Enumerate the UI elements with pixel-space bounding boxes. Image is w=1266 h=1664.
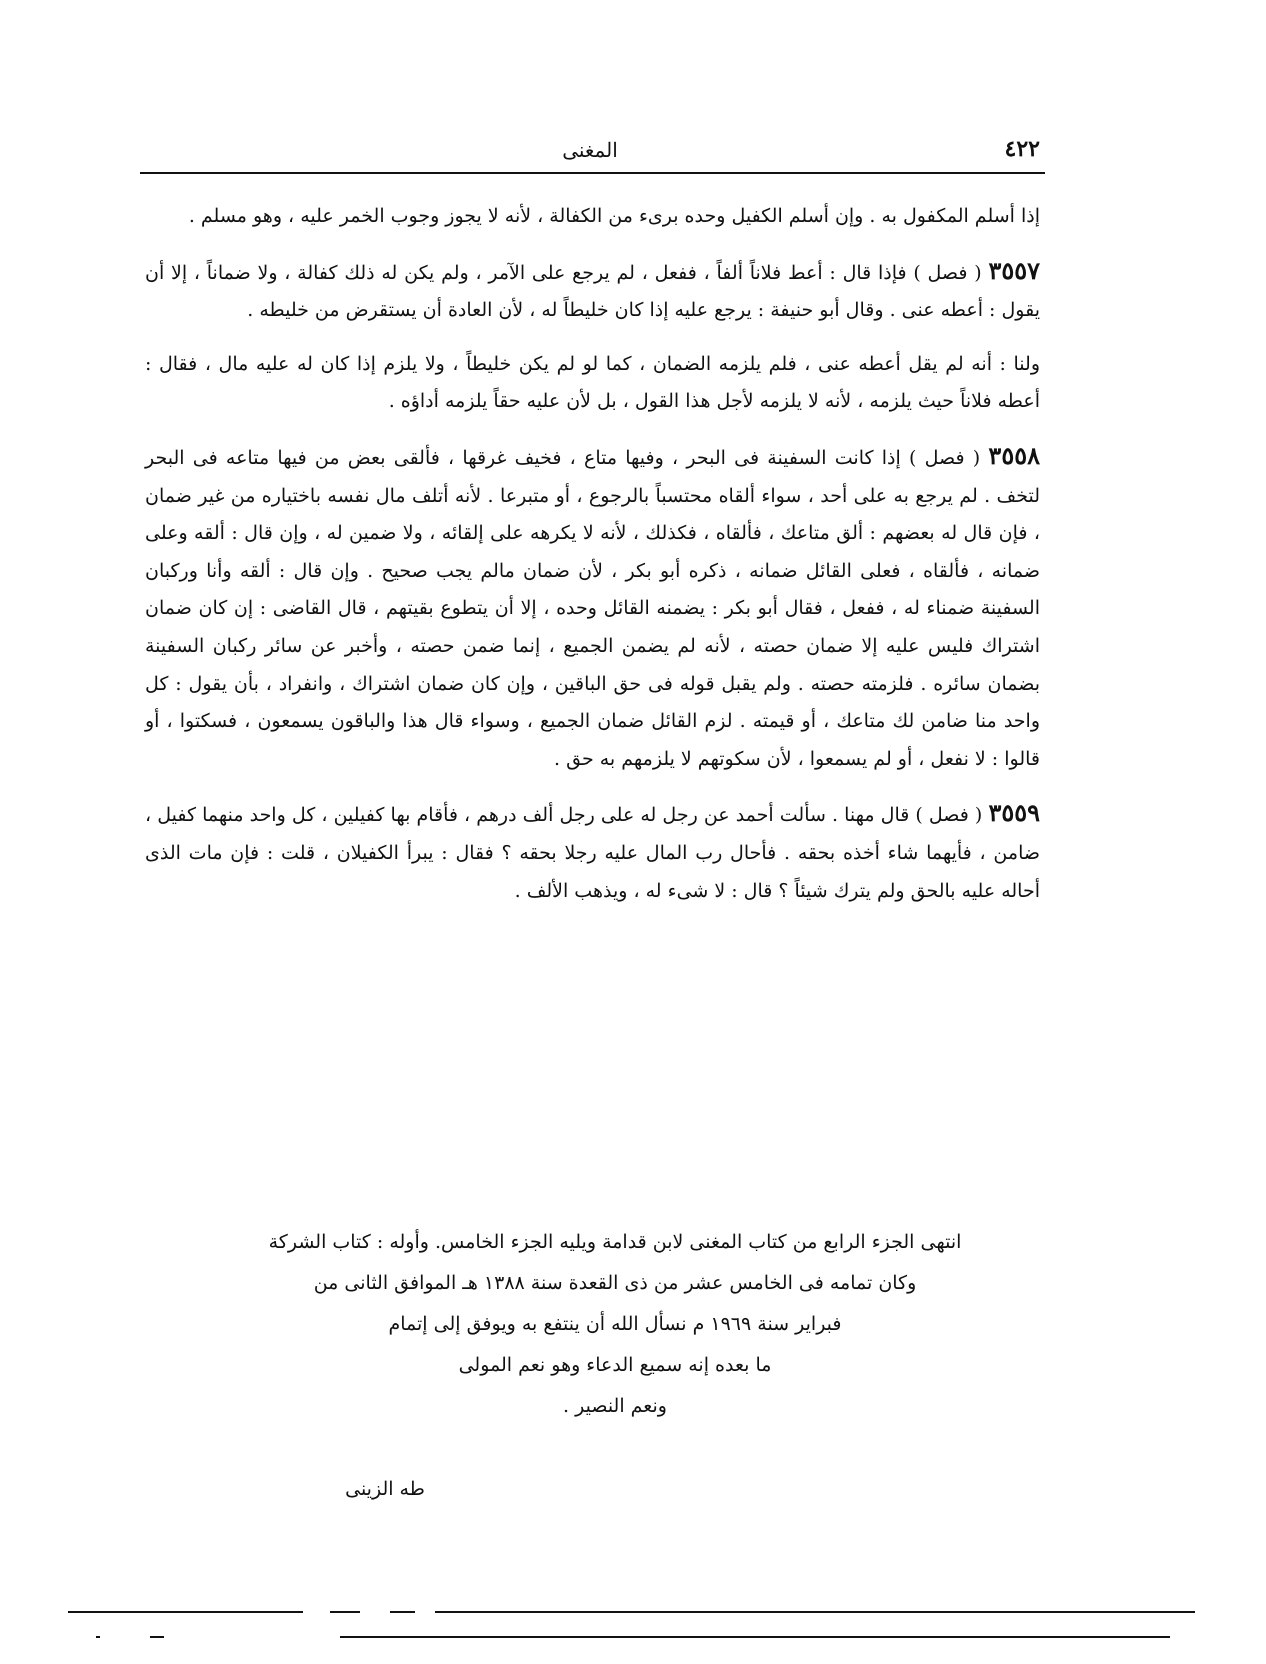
footer-rule bbox=[68, 1611, 303, 1613]
paragraph-text: ( فصل ) قال مهنا . سألت أحمد عن رجل له على رجل ألف درهم ، فأقام بها كفيلين ، كل واحد منهما كفيل ، ضامن ، فأيهما شاء أخذه بحقه . فأحال رب المال عليه رجلا بحقه ؟ فقال : يبرأ الكفيلان ، قلت : فإن مات الذى أحاله عليه بالحق ولم يترك شيئاً ؟ قال : لا شىء له ، ويذهب الألف . bbox=[145, 804, 1040, 902]
paragraph bbox=[145, 198, 1040, 236]
header-rule bbox=[140, 172, 1045, 174]
section-number: ٣٥٥٩ bbox=[988, 798, 1041, 828]
footer-rule bbox=[330, 1611, 360, 1613]
paragraph-text: ولنا : أنه لم يقل أعطه عنى ، فلم يلزمه الضمان ، كما لو لم يكن خليطاً ، ولا يلزم إذا كان له عليه مال ، فقال : أعطه فلاناً حيث يلزمه ، لأنه لا يلزمه لأجل هذا القول ، بل لأن عليه حقاً يلزمه أداؤه . bbox=[145, 352, 1040, 413]
body-text bbox=[145, 198, 1040, 926]
colophon-line: انتهى الجزء الرابع من كتاب المغنى لابن قدامة ويليه الجزء الخامس. وأوله : كتاب الشركة bbox=[268, 1231, 962, 1253]
colophon-line: وكان تمامه فى الخامس عشر من ذى القعدة سنة ١٣٨٨ هـ الموافق الثانى من bbox=[313, 1272, 917, 1294]
section-paragraph bbox=[145, 794, 1040, 910]
section-paragraph bbox=[145, 252, 1040, 330]
footer-rule bbox=[150, 1636, 164, 1638]
footer-rule bbox=[96, 1636, 100, 1638]
colophon-line: ونعم النصير . bbox=[563, 1395, 667, 1417]
paragraph bbox=[145, 346, 1040, 421]
section-number: ٣٥٥٨ bbox=[988, 440, 1040, 470]
page-header bbox=[140, 130, 1040, 170]
colophon bbox=[200, 1222, 1030, 1427]
footer-rule bbox=[340, 1636, 1170, 1638]
section-paragraph bbox=[145, 437, 1040, 778]
colophon-line: ما بعده إنه سميع الدعاء وهو نعم المولى bbox=[458, 1354, 772, 1376]
page-number: ٤٢٢ bbox=[1004, 136, 1040, 162]
paragraph-text: ( فصل ) إذا كانت السفينة فى البحر ، وفيها متاع ، فخيف غرقها ، فألقى بعض من فيها متاعه فى البحر لتخف . لم يرجع به على أحد ، سواء ألقاه محتسباً بالرجوع ، أو متبرعا . لأنه أتلف مال نفسه باختياره من غير ضمان ، فإن قال له بعضهم : ألق متاعك ، فألقاه ، فكذلك ، لأنه لا يكرهه على إلقائه ، ولا ضمين له ، وإن قال : ألقه وعلى ضمانه ، فألقاه ، فعلى القائل ضمانه ، ذكره أبو بكر ، لأن ضمان مالم يجب صحيح . وإن قال : ألقه وأنا وركبان السفينة ضمناء له ، ففعل ، فقال أبو بكر : يضمنه القائل وحده ، إلا أن يتطوع بقيتهم ، قال القاضى : إن كان ضمان اشتراك فليس عليه إلا ضمان حصته ، لأنه لم يضمن الجميع ، إنما ضمن حصته ، وأخبر عن سائر ركبان السفينة بضمان سائره . فلزمته حصته . ولم يقبل قوله فى حق الباقين ، وإن كان ضمان اشتراك ، وانفراد ، بأن يقول : كل واحد منا ضامن لك متاعك ، أو قيمته . لزم القائل ضمان الجميع ، وسواء قال هذا والباقون يسمعون ، فسكتوا ، أو قالوا : لا نفعل ، أو لم يسمعوا ، لأن سكوتهم لا يلزمهم به حق . bbox=[145, 446, 1040, 770]
footer-rule bbox=[435, 1611, 1195, 1613]
footer-rule bbox=[390, 1611, 415, 1613]
colophon-line: فبراير سنة ١٩٦٩ م نسأل الله أن ينتفع به ويوفق إلى إتمام bbox=[388, 1313, 842, 1335]
section-number: ٣٥٥٧ bbox=[988, 255, 1040, 285]
running-title: المغنى bbox=[562, 138, 618, 162]
paragraph-text: ( فصل ) فإذا قال : أعط فلاناً ألفاً ، ففعل ، لم يرجع على الآمر ، ولم يكن له ذلك كفالة ، ولا ضماناً ، إلا أن يقول : أعطه عنى . وقال أبو حنيفة : يرجع عليه إذا كان خليطاً له ، لأن العادة أن يستقرض من خليطه . bbox=[145, 261, 1040, 322]
paragraph-text: إذا أسلم المكفول به . وإن أسلم الكفيل وحده برىء من الكفالة ، لأنه لا يجوز وجوب الخمر عليه ، وهو مسلم . bbox=[188, 205, 1040, 227]
signature: طه الزينى bbox=[345, 1478, 425, 1500]
